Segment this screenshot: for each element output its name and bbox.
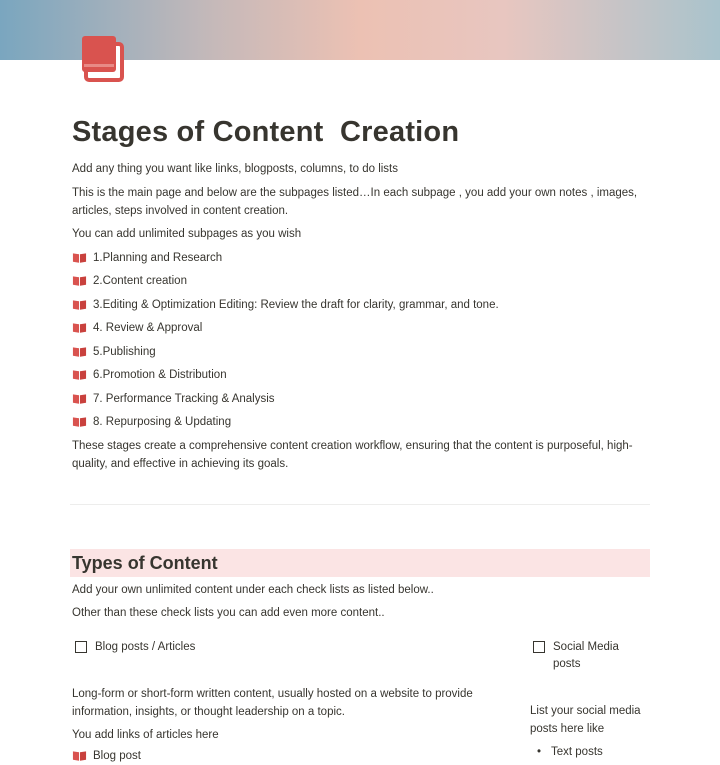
todo-blog-posts[interactable] xyxy=(75,639,195,656)
subpage-link-content-creation[interactable] xyxy=(72,272,187,290)
page-title: Stages of Content Creation xyxy=(72,116,460,148)
todo-social-media[interactable] xyxy=(533,639,643,673)
social-bullet-item: • Text posts xyxy=(551,744,603,761)
intro-line-2: This is the main page and below are the subpages listed…In each subpage , you add your own notes , images, articles, steps involved in content creation. xyxy=(72,187,638,217)
social-description: List your social media posts here like xyxy=(530,705,641,735)
blog-post-link[interactable] xyxy=(72,747,141,765)
subpage-label: 6.Promotion & Distribution xyxy=(93,369,227,381)
subpage-label: 1.Planning and Research xyxy=(93,252,223,264)
subpage-link-planning[interactable] xyxy=(72,249,222,267)
subpage-label: 4. Review & Approval xyxy=(93,322,203,334)
open-book-icon xyxy=(72,393,87,405)
open-book-icon xyxy=(72,346,87,358)
open-book-icon xyxy=(72,252,87,264)
subpage-label: 5.Publishing xyxy=(93,346,156,358)
open-book-icon xyxy=(72,750,87,762)
subpage-link-publishing[interactable] xyxy=(72,343,156,361)
open-book-icon xyxy=(72,416,87,428)
checkbox[interactable] xyxy=(533,641,545,653)
blog-links-note: You add links of articles here xyxy=(72,729,219,741)
types-desc-1: Add your own unlimited content under each check lists as listed below.. xyxy=(72,584,434,596)
todo-label: Blog posts / Articles xyxy=(95,641,196,653)
types-desc-2: Other than these check lists you can add even more content.. xyxy=(72,607,385,619)
subpage-label: Blog post xyxy=(93,750,141,762)
subpage-link-repurposing[interactable] xyxy=(72,413,231,431)
divider xyxy=(70,504,650,505)
intro-line-3: You can add unlimited subpages as you wish xyxy=(72,228,302,240)
open-book-icon xyxy=(72,322,87,334)
open-book-icon xyxy=(72,369,87,381)
checkbox[interactable] xyxy=(75,641,87,653)
intro-line-1: Add any thing you want like links, blogposts, columns, to do lists xyxy=(72,163,399,175)
subpage-link-tracking[interactable] xyxy=(72,390,275,408)
subpage-label: 7. Performance Tracking & Analysis xyxy=(93,393,275,405)
subpage-link-editing[interactable] xyxy=(72,296,499,314)
subpage-label: 8. Repurposing & Updating xyxy=(93,416,232,428)
blog-description: Long-form or short-form written content, usually hosted on a website to provide information, insights, or thought leadership on a topic. xyxy=(72,688,473,718)
subpage-label: 3.Editing & Optimization Editing: Review the draft for clarity, grammar, and tone. xyxy=(93,299,499,311)
subpage-link-promotion[interactable] xyxy=(72,366,227,384)
types-heading: Types of Content xyxy=(72,553,218,573)
subpage-label: 2.Content creation xyxy=(93,275,187,287)
subpage-link-review[interactable] xyxy=(72,319,202,337)
page-book-icon xyxy=(80,34,124,82)
todo-label: Social Media posts xyxy=(553,641,619,670)
summary-text: These stages create a comprehensive content creation workflow, ensuring that the content is purposeful, high-quality, and effective in achieving its goals. xyxy=(72,440,633,470)
open-book-icon xyxy=(72,275,87,287)
open-book-icon xyxy=(72,299,87,311)
